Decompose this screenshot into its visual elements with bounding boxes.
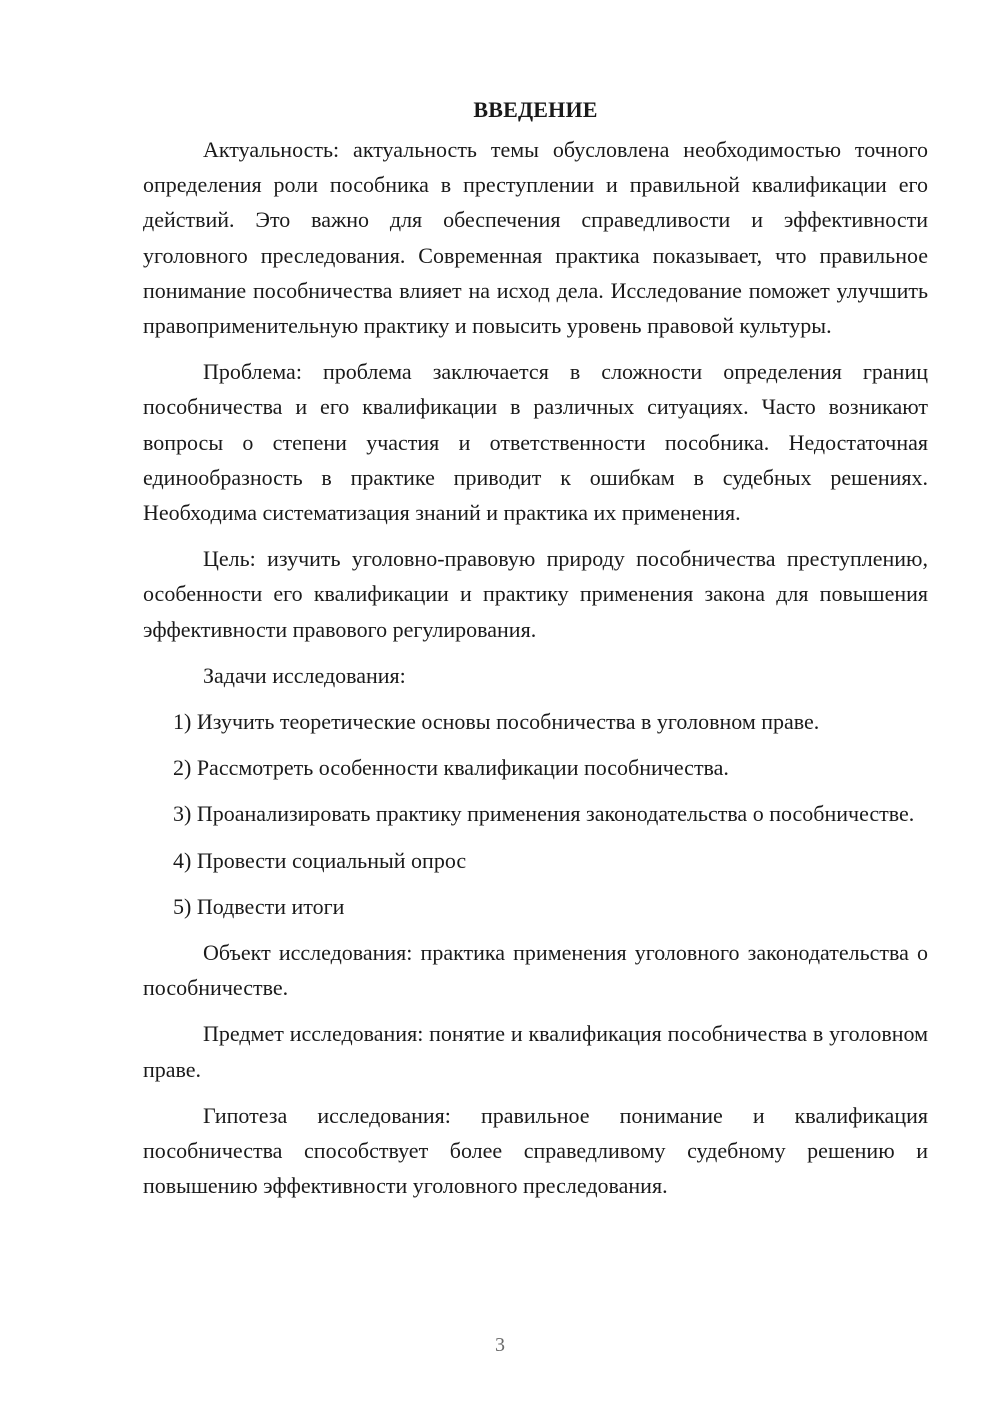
subject-paragraph: Предмет исследования: понятие и квалификация пособничества в уголовном праве. — [143, 1021, 928, 1082]
task-item-3: 3) Проанализировать практику применения законодательства о пособничестве. — [173, 801, 915, 827]
task-item-5: 5) Подвести итоги — [173, 893, 345, 919]
tasks-heading: Задачи исследования: — [203, 662, 406, 688]
task-item-2: 2) Рассмотреть особенности квалификации пособничества. — [173, 755, 729, 781]
object-paragraph: Объект исследования: практика применения уголовного законодательства о пособничестве. — [143, 940, 928, 1001]
page-number: 3 — [495, 1334, 505, 1356]
problem-paragraph: Проблема: проблема заключается в сложности определения границ пособничества и его квалификации в различных ситуациях. Часто возникают вопросы о степени участия и ответственности пособника. Недостаточная единообразность в практике приводит к ошибкам в судебных решениях. Необходима систематизация знаний и практика их применения. — [143, 359, 928, 526]
task-item-4: 4) Провести социальный опрос — [173, 847, 467, 873]
hypothesis-paragraph: Гипотеза исследования: правильное понимание и квалификация пособничества способствует более справедливому судебному решению и повышению эффективности уголовного преследования. — [143, 1102, 928, 1199]
relevance-paragraph: Актуальность: актуальность темы обусловлена необходимостью точного определения роли пособника в преступлении и правильной квалификации его действий. Это важно для обеспечения справедливости и эффективности уголовного преследования. Современная практика показывает, что правильное понимание пособничества влияет на исход дела. Исследование поможет улучшить правоприменительную практику и повысить уровень правовой культуры. — [143, 137, 928, 339]
page-title: ВВЕДЕНИЕ — [473, 97, 598, 122]
document-page — [143, 94, 928, 1203]
task-item-1: 1) Изучить теоретические основы пособничества в уголовном праве. — [173, 709, 820, 735]
goal-paragraph: Цель: изучить уголовно-правовую природу пособничества преступлению, особенности его квалификации и практику применения закона для повышения эффективности правового регулирования. — [143, 546, 928, 642]
